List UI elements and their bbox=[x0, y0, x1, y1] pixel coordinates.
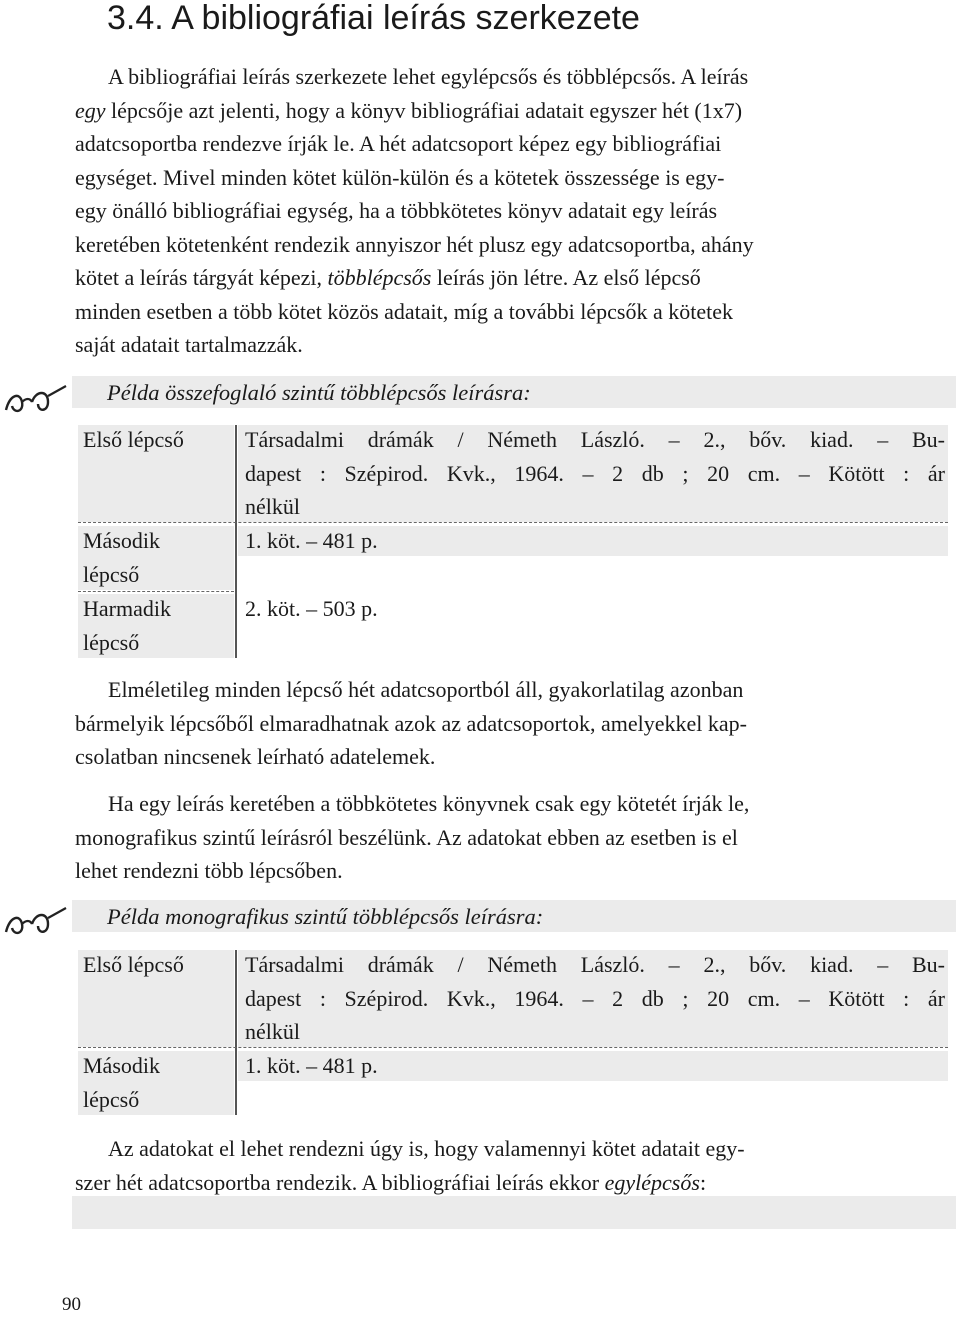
glasses-icon bbox=[2, 380, 68, 428]
label-line: Első lépcső bbox=[83, 952, 184, 977]
text-line bbox=[75, 261, 951, 295]
label-line: Harmadik bbox=[83, 596, 171, 621]
step-text bbox=[245, 524, 378, 558]
step-label bbox=[83, 948, 184, 982]
paragraph-theory bbox=[75, 673, 951, 774]
text-line: 2. köt. – 503 p. bbox=[245, 596, 378, 621]
text-span: kötet a leírás tárgyát képezi, bbox=[75, 265, 328, 290]
text-span: lépcsője azt jelenti, hogy a könyv bibliográfiai adatait egyszer hét (1x7) bbox=[105, 97, 743, 123]
step-text bbox=[245, 1049, 378, 1083]
text-line: nélkül bbox=[245, 494, 300, 519]
paragraph-monographic bbox=[75, 787, 951, 888]
text-line: lehet rendezni több lépcsőben. bbox=[75, 858, 343, 883]
label-line: lépcső bbox=[83, 1086, 140, 1112]
text-line: Ha egy leírás keretében a többkötetes könyvnek csak egy kötetét írják le, bbox=[108, 791, 750, 816]
section-heading: 3.4. A bibliográfiai leírás szerkezete bbox=[107, 0, 640, 37]
label-line: Első lépcső bbox=[83, 427, 184, 452]
step-label bbox=[83, 1049, 160, 1116]
emphasis: egy bbox=[75, 97, 106, 123]
step-label bbox=[83, 524, 160, 591]
page-number: 90 bbox=[62, 1294, 81, 1315]
text-span: szer hét adatcsoportba rendezik. A bibliográfiai leírás ekkor bbox=[75, 1169, 605, 1195]
text-line: Társadalmi drámák / Németh László. – 2., bőv. kiad. – Bu- bbox=[245, 427, 945, 452]
step-text bbox=[245, 592, 378, 626]
emphasis: többlépcsős bbox=[327, 265, 432, 290]
text-line: egy önálló bibliográfiai egység, ha a többkötetes könyv adatait egy leírás bbox=[75, 198, 718, 223]
glasses-icon bbox=[2, 902, 68, 950]
label-line: Második bbox=[83, 528, 160, 553]
example-title: Példa monografikus szintű többlépcsős leírásra: bbox=[107, 904, 544, 929]
text-line: csolatban nincsenek leírható adatelemek. bbox=[75, 744, 436, 769]
text-line: 1. köt. – 481 p. bbox=[245, 1053, 378, 1078]
text-span: leírás jön létre. Az első lépcső bbox=[431, 265, 701, 290]
text-line: dapest : Szépirod. Kvk., 1964. – 2 db ; 20 cm. – Kötött : ár bbox=[245, 460, 945, 486]
label-line: lépcső bbox=[83, 561, 140, 587]
text-line: monografikus szintű leírásról beszélünk. Az adatokat ebben az esetben is el bbox=[75, 824, 738, 850]
text-span: : bbox=[699, 1169, 707, 1195]
column-divider bbox=[235, 425, 237, 658]
label-line: Második bbox=[83, 1053, 160, 1078]
step-label bbox=[83, 592, 171, 659]
text-line: Társadalmi drámák / Németh László. – 2., bőv. kiad. – Bu- bbox=[245, 952, 945, 977]
text-line: minden esetben a több kötet közös adatait, míg a további lépcsők a kötetek bbox=[75, 298, 733, 324]
step-label bbox=[83, 423, 184, 457]
text-line bbox=[75, 94, 951, 128]
text-line: 1. köt. – 481 p. bbox=[245, 528, 378, 553]
text-line: saját adatait tartalmazzák. bbox=[75, 332, 303, 357]
example-title: Példa összefoglaló szintű többlépcsős leírásra: bbox=[107, 380, 531, 405]
text-line: bármelyik lépcsőből elmaradhatnak azok az adatcsoportok, amelyekkel kap- bbox=[75, 710, 747, 736]
paragraph-intro bbox=[75, 60, 951, 362]
step-text bbox=[245, 948, 945, 1049]
column-divider bbox=[235, 950, 237, 1115]
glasses-icon-graphic bbox=[2, 902, 68, 942]
text-line: keretében kötetenként rendezik annyiszor hét plusz egy adatcsoportba, ahány bbox=[75, 231, 754, 257]
text-line: Elméletileg minden lépcső hét adatcsoportból áll, gyakorlatilag azonban bbox=[108, 677, 744, 702]
paragraph-single-step bbox=[75, 1132, 951, 1199]
glasses-icon-graphic bbox=[2, 380, 68, 420]
text-line bbox=[75, 1166, 951, 1200]
text-line: A bibliográfiai leírás szerkezete lehet egylépcsős és többlépcsős. A leírás bbox=[108, 64, 749, 89]
text-line: egységet. Mivel minden kötet külön-külön és a kötetek összessége is egy- bbox=[75, 164, 725, 190]
text-line: Az adatokat el lehet rendezni úgy is, hogy valamennyi kötet adatait egy- bbox=[108, 1136, 745, 1161]
emphasis: egylépcsős bbox=[604, 1169, 700, 1195]
step-text bbox=[245, 423, 945, 524]
text-line: adatcsoportba rendezve írják le. A hét adatcsoport képez egy bibliográfiai bbox=[75, 131, 722, 156]
text-line: dapest : Szépirod. Kvk., 1964. – 2 db ; 20 cm. – Kötött : ár bbox=[245, 985, 945, 1011]
label-line: lépcső bbox=[83, 629, 140, 655]
text-line: nélkül bbox=[245, 1019, 300, 1044]
empty-example-band bbox=[72, 1196, 956, 1229]
